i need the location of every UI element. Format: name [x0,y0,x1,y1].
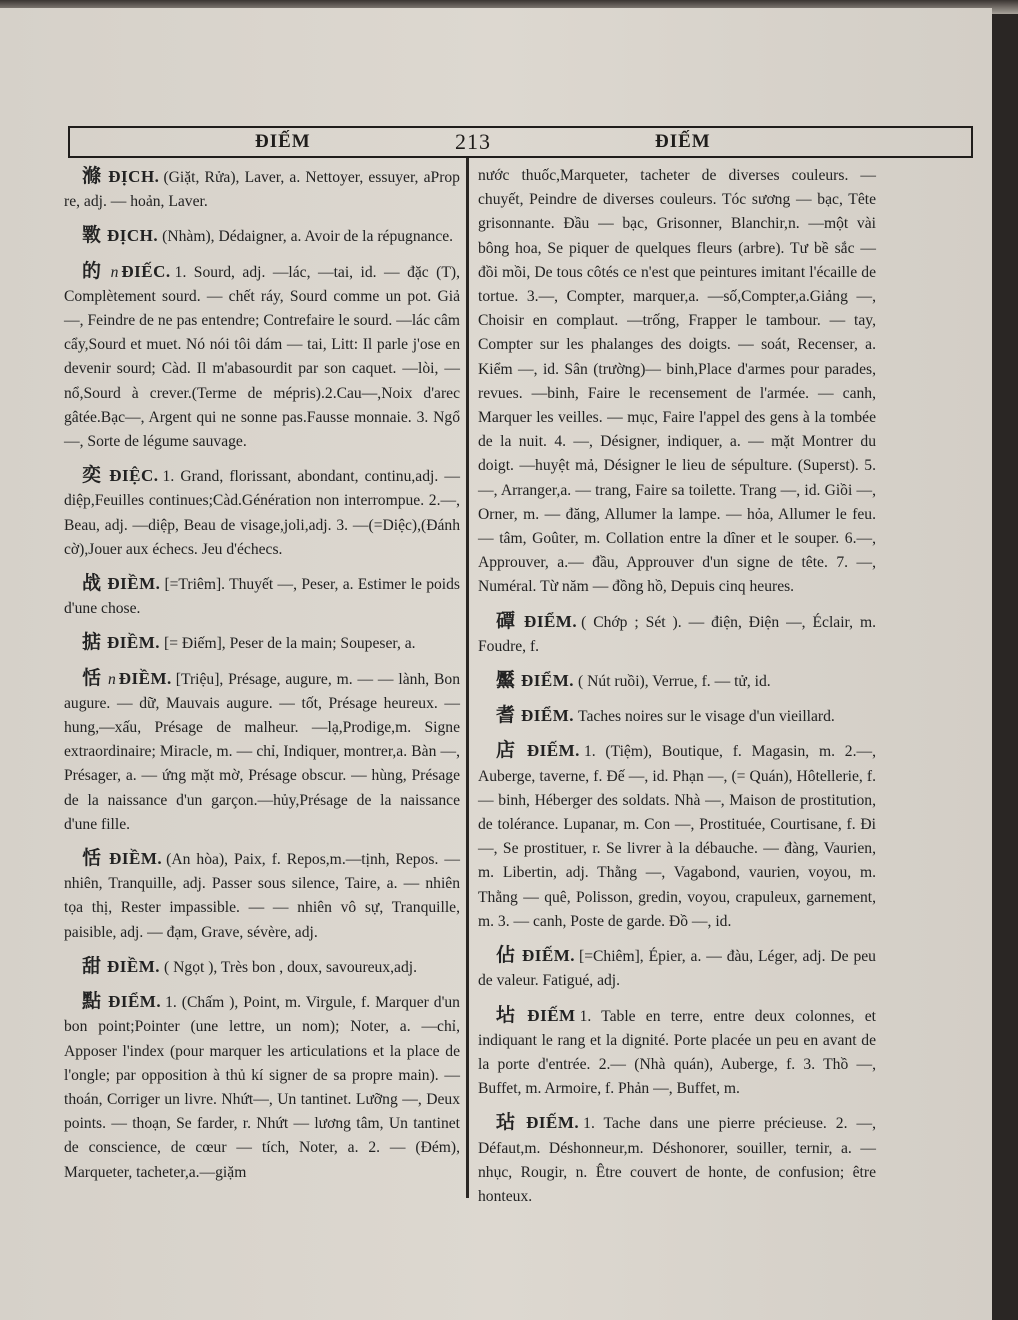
entry-definition: [Triệu], Présage, augure, m. — — lành, Bon augure. — dữ, Mauvais augure. — tốt, Présage heureux. —hung,—xấu, Présage de malheur. —lạ,Prodige,m. Signe extraordinaire; Miracle, m. — chỉ, Indiquer, montrer,a. Bàn —, Présager, a. — ứng mặt mờ, Présage obscur. — hùng, Présage de la naissance d'un garçon.—hủy,Présage de la naissance d'une fille. [64,670,460,833]
entry-definition: ( Chớp ; Sét ). — điện, Điện —, Éclair, m. Foudre, f. [478,613,876,655]
dictionary-entry [64,463,460,562]
dictionary-entry [478,164,876,600]
dictionary-page [0,8,992,1320]
dictionary-entry [64,571,460,621]
dictionary-entry [478,668,876,694]
chinese-character: 玷 [496,1111,521,1134]
entry-headword: ĐIẾC. [121,261,171,281]
dictionary-entry [64,630,460,656]
entry-headword: ĐIỀM. [109,849,163,869]
dictionary-entry [478,703,876,729]
chinese-character: 战 [82,572,102,595]
dictionary-entry [478,1110,876,1209]
entry-definition: Taches noires sur le visage d'un vieillard. [578,708,835,726]
chinese-character: 耆 [496,704,516,727]
entry-definition: 1. Table en terre, entre deux colonnes, et indiquant le rang et la dignité. Porte placée un peu en avant de la porte d'entrée. 2.— (Nhà quán), Auberge, f. 3. Thồ —, Buffet, m. Armoire, f. Phản —, Buffet, m. [478,1007,876,1098]
chinese-character: 店 [496,739,521,762]
entry-definition: [= Điếm], Peser de la main; Soupeser, a. [164,635,416,653]
entry-headword: ĐIỂM. [108,992,162,1012]
page-number: 213 [455,129,491,154]
entry-headword: ĐIẾM [527,1005,576,1025]
dictionary-entry [478,609,876,659]
running-header [68,126,973,158]
chinese-character: 甜 [82,954,102,977]
dictionary-entry [478,943,876,993]
entry-definition: (An hòa), Paix, f. Repos,m.—tịnh, Repos. — nhiên, Tranquille, adj. Passer sous silence, Taire, a. — nhiên tọa thị, Rester impassible. — — nhiên vô sự, Tranquille, paisible, adj. — đạm, Grave, sévère, adj. [64,851,460,941]
entry-headword: ĐIẾM. [526,1113,580,1133]
dictionary-entry [64,989,460,1185]
chinese-character: 磹 [496,609,519,632]
entry-definition: ( Ngọt ), Très bon , doux, savoureux,adj. [164,958,417,976]
entry-definition: 1. (Chấm ), Point, m. Virgule, f. Marquer d'un bon point;Pointer (une lettre, un nom); Noter, a. —chỉ, Apposer l'index (pour marquer les articulations et la place de l'ongle; par opposition à thủ kí signer de sa propre main). — thoán, Corriger un livre. Nhứt—, Un tantinet. Lưỡng —, Deux points. — thoạn, Se farder, r. Nhứt — lương tâm, Un tantinet de conscience, de cœur — tích, Noter, a. 2. — (Đém), Marqueter, tacheter,a.—giặm [64,994,460,1181]
entry-marker: n [107,670,116,688]
column-divider [466,158,469,1198]
entry-definition: 1. Tache dans une pierre précieuse. 2. —, Défaut,m. Déshonneur,m. Déshonorer, souiller, ternir, a. — nhục, Rougir, n. Être couvert de honte, de confusion; être honteux. [478,1115,876,1205]
chinese-character: 坫 [496,1003,522,1026]
header-right-word: ĐIẾM [655,131,711,152]
entry-headword: ĐIỀM. [107,956,161,976]
entry-headword: ĐIỆC. [109,466,159,486]
entry-definition: [=Chiêm], Épier, a. — đàu, Léger, adj. De peu de valeur. Fatigué, adj. [478,948,876,990]
chinese-character: 斁 [82,224,102,247]
entry-headword: ĐIỂM. [524,611,578,631]
entry-definition: (Giặt, Rửa), Laver, a. Nettoyer, essuyer, aProp re, adj. — hoản, Laver. [64,169,460,211]
chinese-character: 恬 [82,666,102,689]
left-column [64,164,460,1194]
entry-definition: ( Nút ruồi), Verrue, f. — tử, id. [578,673,771,691]
header-left-word: ĐIẾM [255,131,311,152]
dictionary-entry [64,164,460,214]
dictionary-entry [64,846,460,945]
entry-definition: nước thuốc,Marqueter, tacheter de diverses couleurs. — chuyết, Peindre de diverses couleurs. Tóc sương — bạc, Tête grisonnante. Đầu — bạc, Grisonner, Blanchir,n. —một vài bông hoa, Se piquer de quelques fleurs (arbre). Tư bề sắc — đồi mồi, De tous côtés ce n'est que peintures imitant l'écaille de tortue. 3.—, Compter, marquer,a. —số,Compter,a.Giảng —, Choisir en complaut. —trống, Frapper le tambour. — tay, Compter sur les phalanges des doigts. — soát, Recenser, a. Kiểm —, id. Sân (trường)— binh,Place d'armes pour parades, revues. —binh, Faire le recensement de l'armée. — canh, Marquer les veilles. — mục, Faire l'appel des gens à la tombée de la nuit. 4. —, Désigner, indiquer, a. — mặt Montrer du doigt. —huyệt mả, Désigner le lieu de sépulture. (Superst). 5. —, Arranger,a. — trang, Faire sa toilette. Trang —, id. Giồi —, Orner, m. — đăng, Allumer la lampe. — hỏa, Allumer le feu. — tâm, Goûter, m. Collation entre la dîner et le souper. 6.—, Approuver, a.— đầu, Approuver d'un signe de tête. 7. —, Numéral. Từ năm — đồng hồ, Depuis cinq heures. [478,167,876,596]
chinese-character: 滌 [82,165,103,187]
entry-definition: [=Triêm]. Thuyết —, Peser, a. Estimer le poids d'une chose. [64,576,460,618]
chinese-character: 恬 [82,847,104,870]
entry-definition: 1. (Tiệm), Boutique, f. Magasin, m. 2.—, Auberge, taverne, f. Đế —, id. Phạn —, (= Quán), Hôtellerie, f. — binh, Héberger des soldats. Nhà —, Maison de prostitution, de tolérance. Lupanar, m. Con —, Prostituée, Courtisane, f. Đi—, Se prostituer, r. Se livrer à la débauche. — đàng, Vaurien, m. Libertin, adj. Thằng —, Vagabond, vaurien, voyou, m. Thằng — quê, Polisson, gredin, voyou, crapuleux, garnement, m. 3. — canh, Poste de garde. Đồ —, id. [478,743,876,930]
entry-definition: 1. Grand, florissant, abondant, continu,adj. —diệp,Feuilles continues;Càd.Génération non interrompue. 2.—, Beau, adj. —diệp, Beau de visage,joli,adj. 3. —(=Diệc),(Đánh cờ),Jouer aux échecs. Jeu d'échecs. [64,468,460,558]
entry-headword: ĐIẾM. [526,741,580,761]
chinese-character: 點 [82,990,103,1013]
entry-definition: 1. Sourd, adj. —lác, —tai, id. — đặc (T), Complètement sourd. — chết ráy, Sourd comme un pot. Giả —, Feindre de ne pas entendre; Contrefaire le sourd. —lác câm cẩy,Sourd et muet. Nó nói tôi dám — tai, Litt: Il parle j'ose en devenir sourd; Càd. Il m'abasourdit par son caquet. —lòi, — nổ,Sourd à crever.(Terme de mépris).2.Cau—,Noix d'arec gâtée.Bạc—, Argent qui ne sonne pas.Fausse monnaie. 3. Ngổ —, Sorte de légume sauvage. [64,263,460,451]
chinese-character: 奕 [82,464,104,487]
entry-headword: ĐIỀM. [107,574,161,594]
entry-marker: n [110,263,119,281]
entry-headword: ĐỊCH. [107,226,159,246]
dictionary-entry [478,738,876,934]
chinese-character: 黶 [496,669,516,692]
entry-headword: ĐIỂM. [521,706,575,726]
dictionary-entry [64,223,460,249]
chinese-character: 佔 [496,944,516,967]
chinese-character: 的 [82,259,105,282]
entry-definition: (Nhàm), Dédaigner, a. Avoir de la répugnance. [162,228,454,246]
dictionary-entry [478,1003,876,1102]
entry-headword: ĐIỀM. [107,633,161,653]
dictionary-entry [64,259,460,455]
entry-headword: ĐIỂM. [521,671,575,691]
entry-headword: ĐỊCH. [108,167,160,186]
chinese-character: 掂 [82,631,102,654]
dictionary-entry [64,954,460,980]
right-column [478,164,876,1218]
dictionary-entry [64,666,460,837]
entry-headword: ĐIẾM. [522,946,576,966]
entry-headword: ĐIỀM. [118,668,172,688]
